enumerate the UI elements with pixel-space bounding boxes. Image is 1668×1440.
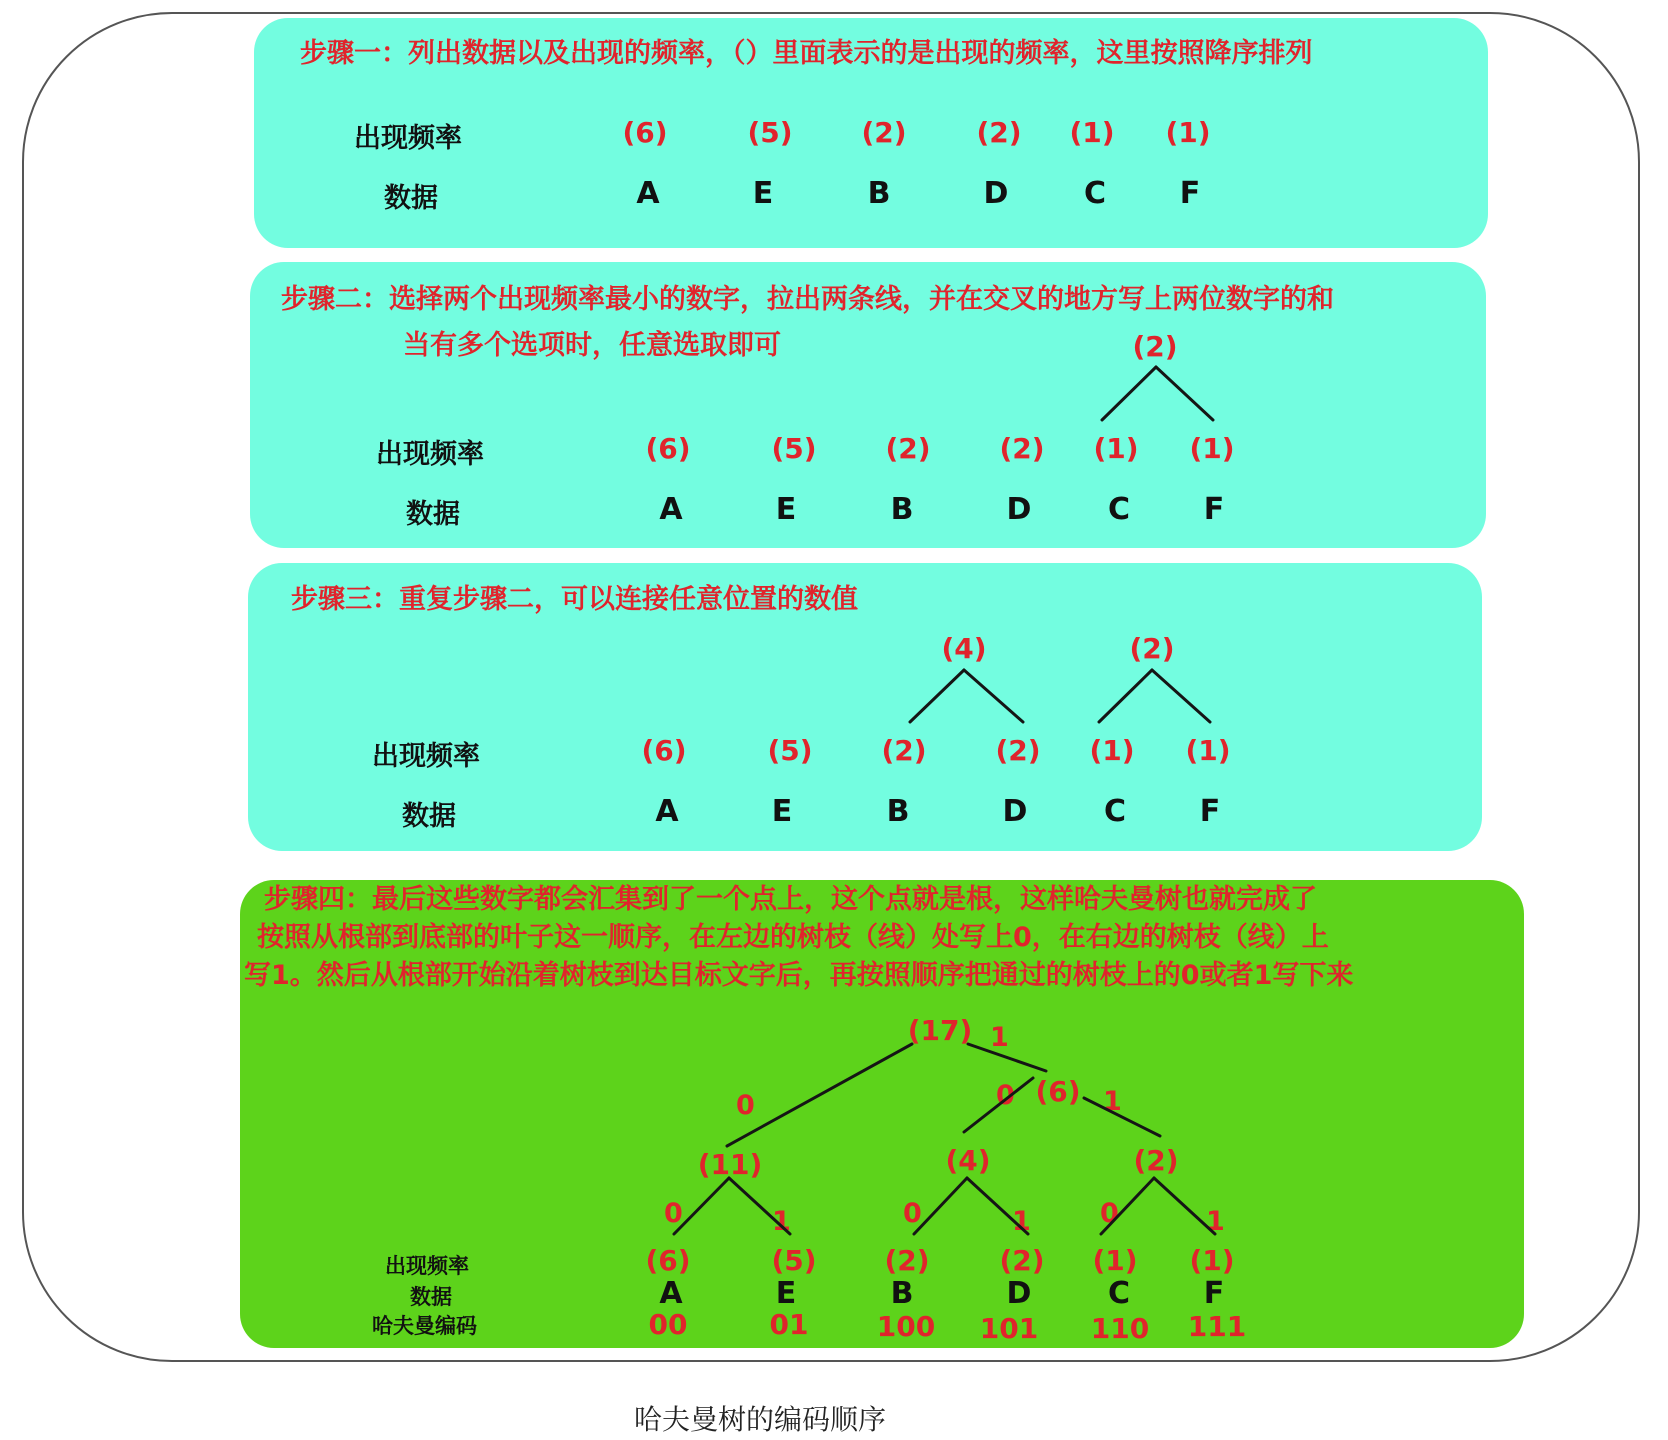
step2-letter-f: F — [1203, 492, 1225, 527]
step4-node-11: (11) — [697, 1148, 763, 1181]
step1-freq-b: (2) — [861, 116, 907, 149]
step4-code-e: 01 — [769, 1308, 809, 1341]
step4-freq-e: (5) — [771, 1244, 817, 1277]
edge-label-11-right: 1 — [772, 1206, 791, 1237]
step1-freq-a: (6) — [622, 116, 668, 149]
step2-letter-c: C — [1107, 492, 1131, 527]
step1-letter-e: E — [752, 176, 774, 211]
step4-letter-c: C — [1107, 1276, 1131, 1311]
step2-letter-e: E — [775, 492, 797, 527]
step3-freq-a: (6) — [641, 734, 687, 767]
step1-letter-a: A — [636, 176, 660, 211]
step1-freq-f: (1) — [1165, 116, 1211, 149]
step4-code-label: 哈夫曼编码 — [372, 1314, 477, 1338]
step2-freq-e: (5) — [771, 432, 817, 465]
step4-line-root-left — [727, 1044, 912, 1146]
step4-freq-f: (1) — [1189, 1244, 1235, 1277]
step4-line-root-right — [968, 1044, 1046, 1071]
step1-data-label: 数据 — [384, 183, 438, 214]
edge-label-2-left: 0 — [1100, 1198, 1119, 1229]
step3-letter-a: A — [655, 794, 679, 829]
step1-freq-d: (2) — [976, 116, 1022, 149]
edge-label-6-left: 0 — [996, 1080, 1015, 1111]
step4-node-6: (6) — [1035, 1075, 1081, 1108]
step4-letter-b: B — [890, 1276, 914, 1311]
step4-line-11-left — [674, 1178, 729, 1234]
step2-letter-a: A — [659, 492, 683, 527]
step4-title-line3: 写1。然后从根部开始沿着树枝到达目标文字后，再按照顺序把通过的树枝上的0或者1写下来 — [244, 960, 1354, 991]
step1-letter-b: B — [867, 176, 891, 211]
step1-letter-d: D — [983, 176, 1009, 211]
edge-label-2-right: 1 — [1206, 1206, 1225, 1237]
step2-title-line1: 步骤二：选择两个出现频率最小的数字，拉出两条线，并在交叉的地方写上两位数字的和 — [281, 284, 1334, 315]
step3-letter-e: E — [771, 794, 793, 829]
step4-code-c: 110 — [1090, 1312, 1150, 1345]
step4-line-2-right — [1154, 1178, 1215, 1234]
edge-label-root-left: 0 — [736, 1090, 755, 1121]
step3-letter-c: C — [1103, 794, 1127, 829]
step4-freq-c: (1) — [1092, 1244, 1138, 1277]
step4-node-4: (4) — [945, 1144, 991, 1177]
step3-title: 步骤三：重复步骤二，可以连接任意位置的数值 — [291, 584, 858, 615]
step4-letter-d: D — [1006, 1276, 1032, 1311]
step3-letter-f: F — [1199, 794, 1221, 829]
step4-node-root: (17) — [907, 1014, 973, 1047]
step2-title-line2: 当有多个选项时，任意选取即可 — [403, 330, 781, 361]
step3-line-cf-left — [1099, 670, 1152, 722]
step2-freq-a: (6) — [645, 432, 691, 465]
step4-line-2-left — [1101, 1178, 1154, 1234]
step2-freq-f: (1) — [1189, 432, 1235, 465]
edge-label-11-left: 0 — [664, 1198, 683, 1229]
step2-letter-b: B — [890, 492, 914, 527]
step3-line-bd-left — [910, 670, 964, 722]
step4-node-2: (2) — [1133, 1144, 1179, 1177]
step1-freq-c: (1) — [1069, 116, 1115, 149]
step4-code-b: 100 — [876, 1310, 936, 1343]
step2-line-right — [1156, 367, 1213, 420]
step4-code-a: 00 — [648, 1308, 688, 1341]
step3-freq-f: (1) — [1185, 734, 1231, 767]
step3-line-cf-right — [1152, 670, 1210, 722]
step3-freq-b: (2) — [881, 734, 927, 767]
step4-freq-label: 出现频率 — [385, 1254, 469, 1278]
step4-letter-a: A — [659, 1276, 683, 1311]
step1-freq-label: 出现频率 — [354, 123, 462, 154]
step1-freq-e: (5) — [747, 116, 793, 149]
step4-line-6-right — [1084, 1098, 1160, 1136]
step4-line-4-right — [967, 1178, 1028, 1234]
step4-freq-b: (2) — [884, 1244, 930, 1277]
step4-line-6-left — [964, 1078, 1033, 1132]
step2-data-label: 数据 — [406, 499, 460, 530]
step1-letter-f: F — [1179, 176, 1201, 211]
step4-code-f: 111 — [1187, 1310, 1247, 1343]
figure-caption: 哈夫曼树的编码顺序 — [633, 1403, 886, 1436]
step3-line-bd-right — [964, 670, 1023, 722]
step3-freq-label: 出现频率 — [372, 741, 480, 772]
step2-freq-b: (2) — [885, 432, 931, 465]
edge-label-root-right: 1 — [990, 1022, 1009, 1053]
step3-node-bd: (4) — [941, 632, 987, 665]
step3-freq-d: (2) — [995, 734, 1041, 767]
step3-freq-e: (5) — [767, 734, 813, 767]
step1-letter-c: C — [1083, 176, 1107, 211]
step4-code-d: 101 — [979, 1312, 1039, 1345]
step4-line-4-left — [914, 1178, 967, 1234]
step4-line-11-right — [729, 1178, 790, 1234]
step4-letter-f: F — [1203, 1276, 1225, 1311]
step4-freq-a: (6) — [645, 1244, 691, 1277]
step3-letter-b: B — [886, 794, 910, 829]
step2-freq-c: (1) — [1093, 432, 1139, 465]
step4-title-line2: 按照从根部到底部的叶子这一顺序，在左边的树枝（线）处写上0，在右边的树枝（线）上 — [257, 922, 1329, 953]
step2-line-left — [1102, 367, 1156, 420]
step1-title: 步骤一：列出数据以及出现的频率，（）里面表示的是出现的频率，这里按照降序排列 — [300, 38, 1313, 69]
step4-title-line1: 步骤四：最后这些数字都会汇集到了一个点上，这个点就是根，这样哈夫曼树也就完成了 — [264, 884, 1317, 915]
step2-node-cf: (2) — [1132, 330, 1178, 363]
step3-node-cf: (2) — [1129, 632, 1175, 665]
step3-data-label: 数据 — [402, 801, 456, 832]
step4-freq-d: (2) — [999, 1244, 1045, 1277]
edge-label-4-right: 1 — [1012, 1206, 1031, 1237]
step4-data-label: 数据 — [410, 1285, 452, 1309]
step2-freq-label: 出现频率 — [376, 439, 484, 470]
step4-letter-e: E — [775, 1276, 797, 1311]
step2-letter-d: D — [1006, 492, 1032, 527]
step2-freq-d: (2) — [999, 432, 1045, 465]
step3-letter-d: D — [1002, 794, 1028, 829]
step3-freq-c: (1) — [1089, 734, 1135, 767]
edge-label-4-left: 0 — [903, 1198, 922, 1229]
edge-label-6-right: 1 — [1103, 1086, 1122, 1117]
